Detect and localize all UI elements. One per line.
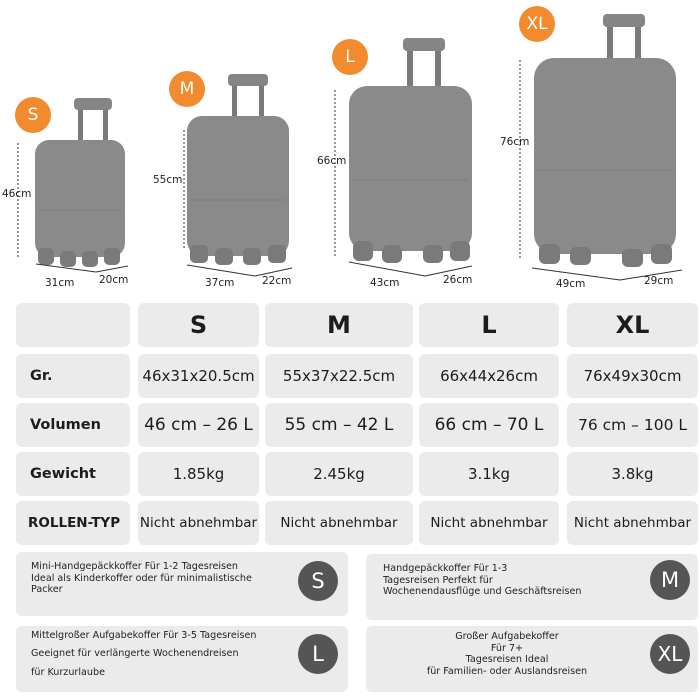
suitcase-l <box>317 38 472 289</box>
description-line: Ideal als Kinderkoffer oder für minimalistische <box>31 572 252 584</box>
size-badge-card-l: L <box>298 634 338 674</box>
wheel-type-value-s: Nicht abnehmbar <box>138 501 259 545</box>
dim-depth-s: 20cm <box>99 274 129 286</box>
size-badge-s-label: S <box>27 105 39 125</box>
dim-height-l: 66cm <box>317 155 347 167</box>
size-badge-card-m: M <box>650 560 690 600</box>
dim-width-xl: 49cm <box>556 278 586 290</box>
table-corner-cell <box>16 303 130 347</box>
dim-depth-xl: 29cm <box>644 275 674 287</box>
column-header-xl: XL <box>567 303 698 347</box>
description-line: Wochenendausflüge und Geschäftsreisen <box>383 586 582 598</box>
description-line: Tagesreisen Perfekt für <box>383 574 493 586</box>
dim-width-s: 31cm <box>45 277 75 289</box>
size-badge-xl-label: XL <box>526 14 548 34</box>
dim-depth-l: 26cm <box>443 274 473 286</box>
description-line: Großer Aufgabekoffer <box>455 631 559 642</box>
row-label-weight: Gewicht <box>16 452 130 496</box>
size-value-xl: 76x49x30cm <box>567 354 698 398</box>
description-line: Handgepäckkoffer Für 1-3 <box>383 563 508 574</box>
size-value-s: 46x31x20.5cm <box>138 354 259 398</box>
description-text-s <box>31 561 252 596</box>
suitcase-size-illustration <box>0 0 700 300</box>
description-text-l <box>31 631 256 679</box>
suitcase-xl <box>500 6 682 290</box>
suitcase-m <box>153 71 292 289</box>
suitcase-s <box>2 97 128 289</box>
dim-height-xl: 76cm <box>500 136 530 148</box>
description-text-m <box>383 563 581 598</box>
description-line: Für 7+ <box>490 642 524 654</box>
description-text-xl <box>382 631 632 678</box>
description-line: für Kurzurlaube <box>31 667 105 679</box>
description-line: Packer <box>31 584 63 596</box>
weight-value-xl: 3.8kg <box>567 452 698 496</box>
dim-width-m: 37cm <box>205 277 235 289</box>
column-header-m: M <box>265 303 413 347</box>
description-line: Mittelgroßer Aufgabekoffer Für 3-5 Tagesreisen <box>31 630 257 641</box>
column-header-l: L <box>419 303 559 347</box>
size-badge-card-xl: XL <box>650 634 690 674</box>
description-line: Geeignet für verlängerte Wochenendreisen <box>31 647 239 659</box>
dim-width-l: 43cm <box>370 277 400 289</box>
weight-value-l: 3.1kg <box>419 452 559 496</box>
description-line: Mini-Handgepäckkoffer Für 1-2 Tagesreisen <box>31 561 239 572</box>
dim-height-s: 46cm <box>2 188 32 200</box>
volume-value-l: 66 cm – 70 L <box>419 403 559 447</box>
size-badge-card-s: S <box>298 561 338 601</box>
description-line: für Familien- oder Auslandsreisen <box>426 666 588 678</box>
volume-value-xl: 76 cm – 100 L <box>567 403 698 447</box>
description-card-l <box>16 626 348 692</box>
size-badge-l-label: L <box>345 47 355 67</box>
description-card-m <box>366 554 698 620</box>
volume-value-s: 46 cm – 26 L <box>138 403 259 447</box>
row-label-size: Gr. <box>16 354 130 398</box>
row-label-volume: Volumen <box>16 403 130 447</box>
row-label-wheel-type: ROLLEN-TYP <box>16 501 130 545</box>
size-badge-m-label: M <box>179 79 195 99</box>
wheel-type-value-xl: Nicht abnehmbar <box>567 501 698 545</box>
weight-value-m: 2.45kg <box>265 452 413 496</box>
dim-depth-m: 22cm <box>262 275 292 287</box>
description-card-s <box>16 552 348 616</box>
dim-height-m: 55cm <box>153 174 183 186</box>
weight-value-s: 1.85kg <box>138 452 259 496</box>
size-value-m: 55x37x22.5cm <box>265 354 413 398</box>
description-line: Tagesreisen Ideal <box>465 654 549 666</box>
wheel-type-value-l: Nicht abnehmbar <box>419 501 559 545</box>
column-header-s: S <box>138 303 259 347</box>
size-value-l: 66x44x26cm <box>419 354 559 398</box>
description-card-xl <box>366 626 698 692</box>
wheel-type-value-m: Nicht abnehmbar <box>265 501 413 545</box>
volume-value-m: 55 cm – 42 L <box>265 403 413 447</box>
